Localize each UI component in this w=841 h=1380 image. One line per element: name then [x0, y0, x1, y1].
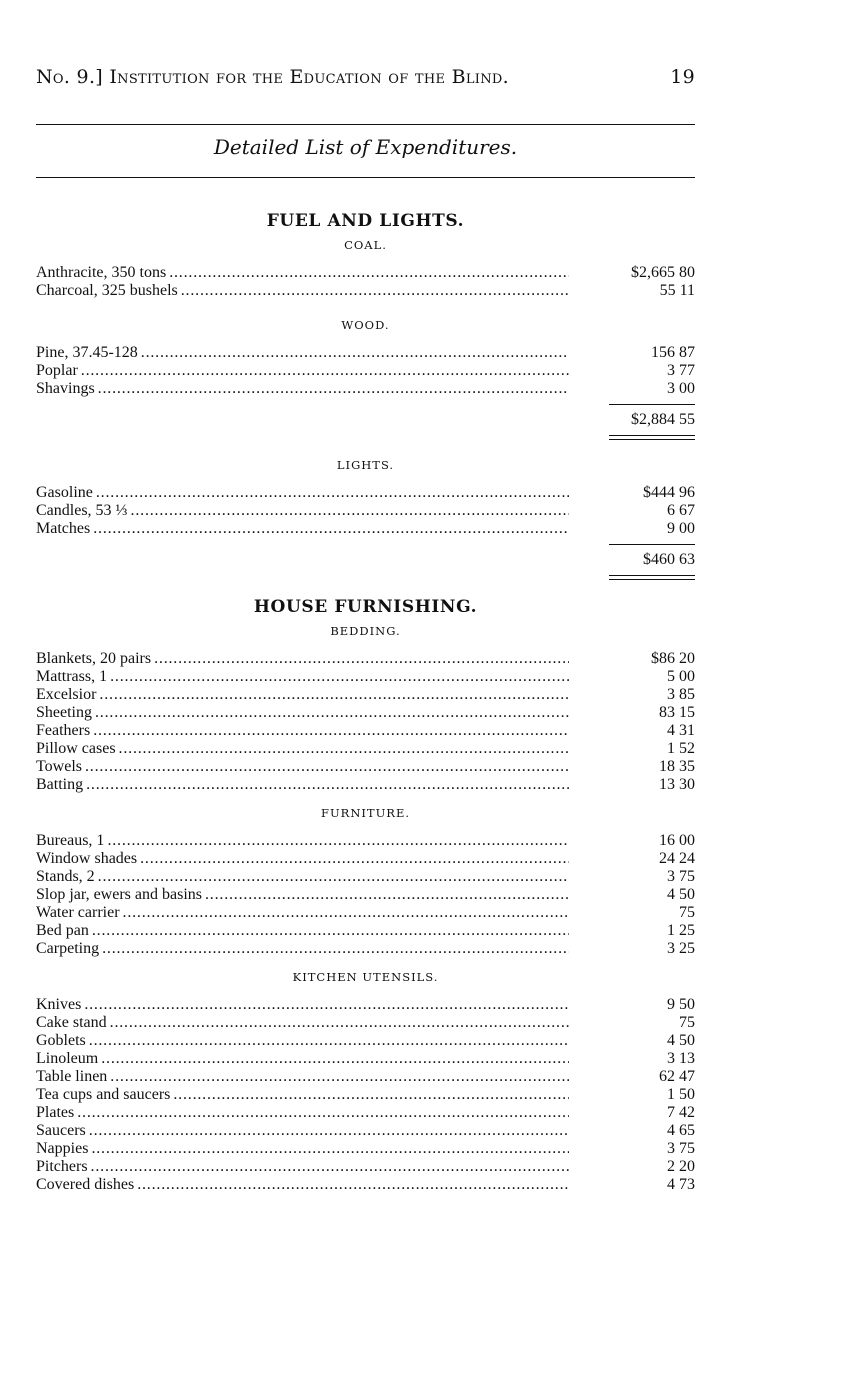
expense-amount: 7 42: [667, 1104, 695, 1121]
kitchen-items: [36, 996, 695, 1194]
page-title: Detailed List of Expenditures.: [213, 135, 518, 159]
subsection-title-kitchen: KITCHEN UTENSILS.: [292, 970, 439, 984]
expense-row: [36, 940, 695, 958]
expense-row: [36, 502, 695, 520]
expense-label: Blankets, 20 pairs: [36, 650, 152, 667]
furniture-items: [36, 832, 695, 958]
dot-leader: [131, 502, 569, 520]
dot-leader: [101, 1050, 569, 1068]
expense-amount: 75: [679, 1014, 695, 1031]
dot-leader: [89, 1032, 569, 1050]
expense-label: Charcoal, 325 bushels: [36, 282, 178, 299]
expense-label: Tea cups and saucers: [36, 1086, 171, 1103]
dot-leader: [98, 868, 569, 886]
section-title-furnishing: HOUSE FURNISHING.: [253, 597, 478, 617]
expense-row: [36, 1032, 695, 1050]
expense-label: Bureaus, 1: [36, 832, 105, 849]
expense-amount: 3 13: [667, 1050, 695, 1067]
expense-row: [36, 520, 695, 538]
expense-row: [36, 996, 695, 1014]
dot-leader: [93, 722, 569, 740]
dot-leader: [91, 1158, 569, 1176]
dot-leader: [95, 704, 569, 722]
dot-leader: [154, 650, 569, 668]
expense-label: Plates: [36, 1104, 75, 1121]
expense-row: [36, 704, 695, 722]
expense-label: Cake stand: [36, 1014, 107, 1031]
bedding-items: [36, 650, 695, 794]
dot-leader: [173, 1086, 569, 1104]
expense-amount: 55 11: [659, 282, 695, 299]
expense-row: [36, 264, 695, 282]
dot-leader: [85, 758, 569, 776]
expense-label: Shavings: [36, 380, 95, 397]
expense-label: Pine, 37.45-128: [36, 344, 138, 361]
expense-amount: 156 87: [651, 344, 695, 361]
expense-amount: 4 31: [667, 722, 695, 739]
expense-amount: 3 25: [667, 940, 695, 957]
running-head-title: No. 9.] Institution for the Education of the Blind.: [36, 66, 509, 88]
expense-row: [36, 1158, 695, 1176]
expense-label: Table linen: [36, 1068, 108, 1085]
page-number: 19: [670, 66, 695, 88]
expense-label: Mattrass, 1: [36, 668, 108, 685]
expense-label: Carpeting: [36, 940, 100, 957]
expense-label: Pillow cases: [36, 740, 116, 757]
dot-leader: [140, 850, 569, 868]
expense-amount: $2,665 80: [631, 264, 695, 281]
expense-row: [36, 344, 695, 362]
dot-leader: [110, 668, 569, 686]
dot-leader: [86, 776, 569, 794]
expense-row: [36, 1068, 695, 1086]
coal-items: [36, 264, 695, 300]
expense-label: Excelsior: [36, 686, 97, 703]
dot-leader: [169, 264, 569, 282]
dot-leader: [107, 832, 569, 850]
expense-row: [36, 758, 695, 776]
dot-leader: [98, 380, 569, 398]
expense-label: Batting: [36, 776, 84, 793]
subsection-title-wood: WOOD.: [341, 318, 390, 332]
expense-amount: 3 75: [667, 868, 695, 885]
expense-label: Nappies: [36, 1140, 89, 1157]
dot-leader: [102, 940, 569, 958]
expense-amount: 13 30: [659, 776, 695, 793]
title-rule: [36, 177, 695, 178]
dot-leader: [110, 1068, 569, 1086]
subsection-title-lights: LIGHTS.: [336, 458, 395, 472]
expense-amount: 3 75: [667, 1140, 695, 1157]
expense-amount: 24 24: [659, 850, 695, 867]
dot-leader: [119, 740, 569, 758]
expense-amount: 62 47: [659, 1068, 695, 1085]
expense-amount: 6 67: [667, 502, 695, 519]
expense-row: [36, 1104, 695, 1122]
expense-label: Covered dishes: [36, 1176, 135, 1193]
expense-row: [36, 868, 695, 886]
expense-label: Knives: [36, 996, 82, 1013]
expense-label: Poplar: [36, 362, 78, 379]
expense-row: [36, 1176, 695, 1194]
expense-amount: 9 50: [667, 996, 695, 1013]
expense-row: [36, 740, 695, 758]
subsection-title-furniture: FURNITURE.: [320, 806, 410, 820]
lights-items: [36, 484, 695, 538]
dot-leader: [141, 344, 569, 362]
expense-row: [36, 668, 695, 686]
expense-row: [36, 650, 695, 668]
expense-amount: 1 50: [667, 1086, 695, 1103]
expense-label: Anthracite, 350 tons: [36, 264, 167, 281]
dot-leader: [137, 1176, 569, 1194]
expense-row: [36, 362, 695, 380]
expense-label: Towels: [36, 758, 82, 775]
top-rule: [36, 124, 695, 125]
dot-leader: [99, 686, 569, 704]
section-title-fuel: FUEL AND LIGHTS.: [266, 211, 465, 231]
expenditure-list: [36, 208, 695, 1194]
expense-label: Saucers: [36, 1122, 86, 1139]
expense-label: Feathers: [36, 722, 91, 739]
expense-amount: 4 50: [667, 1032, 695, 1049]
dot-leader: [84, 996, 569, 1014]
expense-amount: 75: [679, 904, 695, 921]
dot-leader: [93, 520, 569, 538]
subsection-title-bedding: BEDDING.: [330, 624, 401, 638]
expense-row: [36, 1122, 695, 1140]
expense-row: [36, 922, 695, 940]
expense-amount: 18 35: [659, 758, 695, 775]
expense-amount: 9 00: [667, 520, 695, 537]
expense-amount: 2 20: [667, 1158, 695, 1175]
fuel-total-row: [36, 404, 695, 429]
expense-amount: 3 00: [667, 380, 695, 397]
dot-leader: [91, 1140, 569, 1158]
expense-amount: 16 00: [659, 832, 695, 849]
expense-label: Stands, 2: [36, 868, 95, 885]
expense-amount: 1 25: [667, 922, 695, 939]
expense-amount: 4 73: [667, 1176, 695, 1193]
expense-row: [36, 1086, 695, 1104]
lights-total: $460 63: [609, 544, 695, 569]
expense-amount: 1 52: [667, 740, 695, 757]
expense-row: [36, 886, 695, 904]
expense-label: Window shades: [36, 850, 138, 867]
running-head: [36, 66, 695, 88]
expense-row: [36, 904, 695, 922]
expense-amount: 3 77: [667, 362, 695, 379]
expense-row: [36, 850, 695, 868]
expense-row: [36, 776, 695, 794]
expense-row: [36, 282, 695, 300]
expense-row: [36, 380, 695, 398]
dot-leader: [77, 1104, 569, 1122]
dot-leader: [89, 1122, 569, 1140]
expense-label: Matches: [36, 520, 91, 537]
lights-total-row: [36, 544, 695, 569]
dot-leader: [123, 904, 569, 922]
expense-row: [36, 686, 695, 704]
expense-amount: 3 85: [667, 686, 695, 703]
expense-label: Pitchers: [36, 1158, 88, 1175]
expense-row: [36, 1050, 695, 1068]
expense-label: Candles, 53 ⅓: [36, 502, 128, 519]
subsection-title-coal: COAL.: [344, 238, 387, 252]
dot-leader: [92, 922, 569, 940]
dot-leader: [181, 282, 569, 300]
expense-label: Slop jar, ewers and basins: [36, 886, 202, 903]
expense-label: Bed pan: [36, 922, 89, 939]
expense-row: [36, 1014, 695, 1032]
expense-label: Water carrier: [36, 904, 120, 921]
expense-amount: 5 00: [667, 668, 695, 685]
expense-amount: $86 20: [651, 650, 695, 667]
expense-row: [36, 722, 695, 740]
dot-leader: [110, 1014, 569, 1032]
dot-leader: [96, 484, 569, 502]
expense-amount: 83 15: [659, 704, 695, 721]
expense-row: [36, 832, 695, 850]
dot-leader: [81, 362, 569, 380]
fuel-total: $2,884 55: [609, 404, 695, 429]
expense-amount: $444 96: [643, 484, 695, 501]
expense-row: [36, 484, 695, 502]
dot-leader: [205, 886, 569, 904]
expense-label: Goblets: [36, 1032, 86, 1049]
expense-amount: 4 50: [667, 886, 695, 903]
expense-label: Gasoline: [36, 484, 93, 501]
expense-label: Linoleum: [36, 1050, 99, 1067]
expense-row: [36, 1140, 695, 1158]
expense-amount: 4 65: [667, 1122, 695, 1139]
wood-items: [36, 344, 695, 398]
expense-label: Sheeting: [36, 704, 92, 721]
